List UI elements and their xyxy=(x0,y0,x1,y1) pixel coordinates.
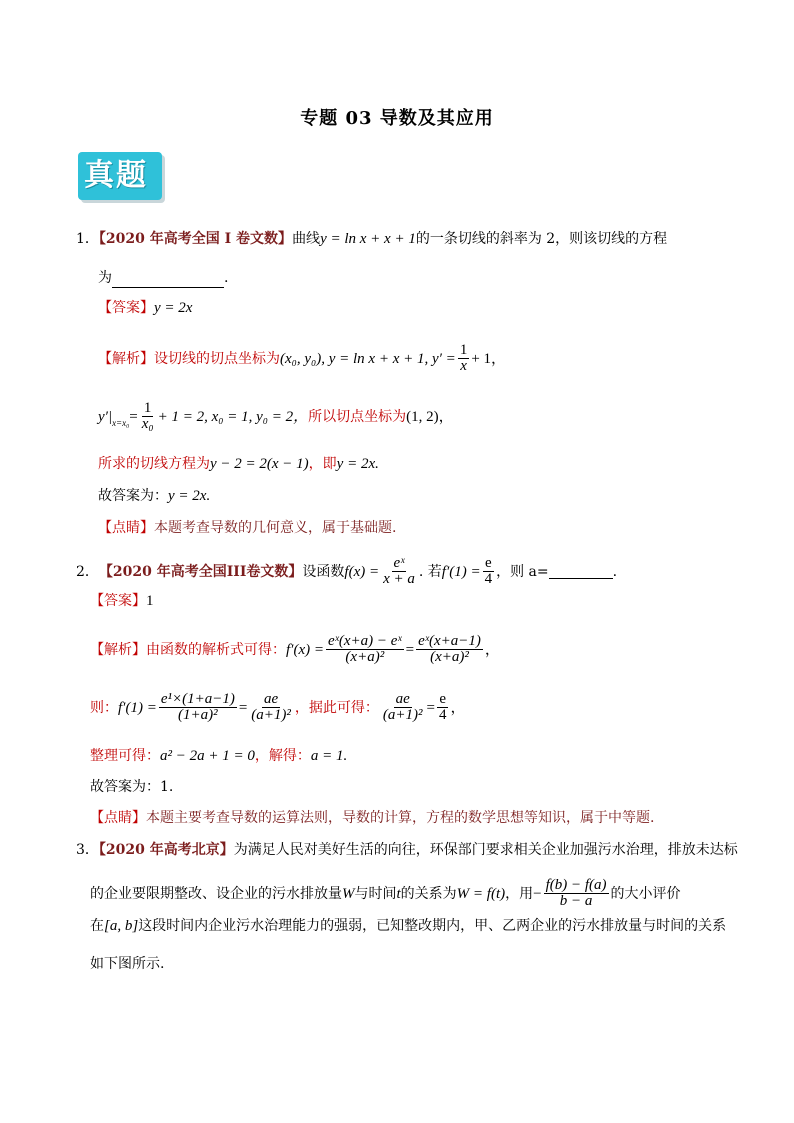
q3-source: 【2020 年高考北京】 xyxy=(98,842,234,858)
q2-so-answer: 故答案为：1. xyxy=(90,779,174,795)
q2-fraca2-num: eˣ(x+a−1) xyxy=(418,633,481,649)
q2-analysis-line-3 xyxy=(90,746,347,766)
q1-analysis-math-1-tail: + 1， xyxy=(471,350,507,367)
q2-fracb3-den: (a+1)² xyxy=(382,707,423,723)
q1-analysis-line-3 xyxy=(98,454,379,474)
q2-fraction-b4 xyxy=(437,692,449,723)
q1-frac1-num: 1 xyxy=(459,342,468,358)
q2-stem-text: 设函数 xyxy=(302,563,345,580)
q1-frac2-num: 1 xyxy=(143,400,152,416)
q3-w-eq: W = f(t) xyxy=(456,885,506,902)
q2-fraction-b3 xyxy=(381,692,425,723)
q2-comment-line xyxy=(90,808,654,828)
q3-line-2c: 的关系为 xyxy=(400,885,457,902)
q2-analysis-tag: 【解析】 xyxy=(90,641,146,658)
q2-fraction-a2 xyxy=(416,634,483,665)
q2-so-answer-line xyxy=(90,777,173,797)
q1-eq-sign: = xyxy=(129,408,138,425)
q2-fraca2-den: (x+a)² xyxy=(430,649,469,665)
q2-stem-text-3: ，则 a= xyxy=(496,563,549,580)
q2-analysis-line-1 xyxy=(90,634,500,665)
q1-so-answer-math: y = 2x. xyxy=(168,488,211,504)
q1-source: 【2020 年高考全国 I 卷文数】 xyxy=(98,231,293,247)
q2-fracf-den: x + a xyxy=(383,571,415,587)
q2-fprime: f′(1) = xyxy=(441,563,481,580)
q2-comment-tag: 【点睛】 xyxy=(90,810,146,826)
q2-fracb2-den: (a+1)² xyxy=(251,707,291,723)
q2-stem-line xyxy=(76,556,617,587)
q1-answer-tag: 【答案】 xyxy=(98,300,154,316)
q2-eq-sign-1: = xyxy=(405,641,415,658)
q1-analysis-text-3: 所求的切线方程为 xyxy=(98,456,210,472)
q2-fracf-num: eˣ xyxy=(393,555,405,571)
q2-fraction-b2 xyxy=(249,692,293,723)
q3-line-3b: 这段时间内企业污水治理能力的强弱，已知整改期内，甲、乙两企业的污水排放量与时间的关系 xyxy=(138,918,727,934)
q2-analysis-mid-3: ，解得： xyxy=(254,748,311,764)
q2-frace4-num: e xyxy=(485,555,492,571)
q3-line-2b: 与时间 xyxy=(354,885,397,902)
q1-derivative-sub: x=x₀ xyxy=(112,417,130,428)
q2-fracb4-den: 4 xyxy=(438,707,447,723)
q1-analysis-line-2 xyxy=(98,401,454,432)
q2-fraca1-num: eˣ(x+a) − eˣ xyxy=(327,633,402,649)
q1-analysis-math-2: + 1 = 2, x₀ = 1, y₀ = 2， xyxy=(157,408,309,425)
q2-answer-blank xyxy=(549,564,613,579)
q3-t: t xyxy=(396,885,401,902)
q2-fraction-b1 xyxy=(159,692,237,723)
q2-stem-text-2: . 若 xyxy=(418,563,442,580)
q3-neg: − xyxy=(533,885,542,902)
q1-so-answer-line xyxy=(98,486,210,506)
q2-eq-sign-3: = xyxy=(426,699,435,716)
q3-stem-line-4 xyxy=(90,954,164,974)
q1-tangent-eq: y − 2 = 2(x − 1) xyxy=(210,456,309,472)
q2-fprime-1: f′(1) = xyxy=(118,699,157,716)
q1-frac2-den: x₀ xyxy=(141,416,154,432)
q3-stem-line-3 xyxy=(90,916,726,936)
q3-line-1: 为满足人民对美好生活的向往，环保部门要求相关企业加强污水治理，排放未达标 xyxy=(233,842,738,858)
q1-analysis-text-2: 所以切点坐标为 xyxy=(308,408,407,425)
q1-comment: 本题考查导数的几何意义，属于基础题. xyxy=(154,520,397,536)
q1-so-answer: 故答案为： xyxy=(98,488,168,504)
q1-stem-line xyxy=(76,229,667,249)
page-title: 专题 03 导数及其应用 xyxy=(300,108,494,129)
q2-fracb2-num: ae xyxy=(264,691,279,707)
q1-analysis-line-1 xyxy=(98,343,506,374)
q2-comment: 本题主要考查导数的运算法则，导数的计算，方程的数学思想等知识，属于中等题. xyxy=(146,810,655,826)
q2-fracb4-num: e xyxy=(439,691,447,707)
zhenti-badge xyxy=(78,152,166,204)
q3-stem-line-1 xyxy=(76,840,738,860)
q3-frac-num: f(b) − f(a) xyxy=(545,877,607,893)
q2-analysis-tail-2: ， xyxy=(450,699,466,716)
q2-number: 2． xyxy=(76,563,99,580)
q1-stem-line-2 xyxy=(98,268,228,288)
q1-derivative-at: y′| xyxy=(98,408,113,425)
q1-answer-blank xyxy=(112,273,224,288)
q3-w: W xyxy=(342,885,355,902)
q2-fracb1-den: (1+a)² xyxy=(178,707,218,723)
q1-stem-text-3: 为 xyxy=(98,270,112,286)
q3-line-2a: 的企业要限期整改、设企业的污水排放量 xyxy=(90,885,342,902)
q2-quadratic: a² − 2a + 1 = 0 xyxy=(160,748,255,764)
q2-analysis-text-3: 整理可得： xyxy=(90,748,160,764)
q3-line-4: 如下图所示. xyxy=(90,956,165,972)
q3-stem-line-2 xyxy=(90,878,681,909)
q1-tangent-final: y = 2x. xyxy=(336,456,379,472)
q2-analysis-text-1: 由函数的解析式可得： xyxy=(146,641,286,658)
q2-fx: f(x) = xyxy=(344,563,380,580)
q2-answer-line xyxy=(90,591,154,611)
q1-analysis-tag: 【解析】 xyxy=(98,350,154,367)
q1-number: 1． xyxy=(76,231,99,247)
q1-comment-tag: 【点睛】 xyxy=(98,520,154,536)
q1-frac1-den: x xyxy=(460,358,467,374)
q1-answer-line xyxy=(98,298,192,318)
q1-stem-text: 曲线 xyxy=(292,231,321,247)
q2-fraction-a1 xyxy=(326,634,404,665)
q2-eq-sign-2: = xyxy=(238,699,248,716)
q2-solution: a = 1. xyxy=(310,748,348,764)
q3-fraction xyxy=(544,878,609,909)
q3-line-2e: 的大小评价 xyxy=(610,885,681,902)
q2-stem-end: . xyxy=(612,563,618,580)
q3-interval: [a, b] xyxy=(104,918,139,934)
q1-point: (1, 2)， xyxy=(406,408,454,425)
q2-analysis-lead-2: 则： xyxy=(90,699,118,716)
q1-fraction-2 xyxy=(140,401,156,432)
q2-answer-tag: 【答案】 xyxy=(90,593,146,609)
q1-stem-text-2: 的一条切线的斜率为 2，则该切线的方程 xyxy=(415,231,668,247)
q2-fprime-x: f′(x) = xyxy=(286,641,324,658)
q1-curve: y = ln x + x + 1 xyxy=(320,231,416,247)
q2-analysis-tail-1: ， xyxy=(484,641,500,658)
badge-label: 真题 xyxy=(84,158,148,193)
q1-fraction-1 xyxy=(458,343,470,374)
q2-fracb3-num: ae xyxy=(395,691,410,707)
q1-answer: y = 2x xyxy=(154,300,193,316)
q3-number: 3． xyxy=(76,842,99,858)
q1-comment-line xyxy=(98,518,396,538)
q2-fraction-f xyxy=(381,556,417,587)
q2-fracb1-num: e¹×(1+a−1) xyxy=(160,691,235,707)
q2-fraca1-den: (x+a)² xyxy=(345,649,385,665)
q1-analysis-math-1: (x₀, y₀), y = ln x + x + 1, y′ = xyxy=(280,350,456,367)
q2-answer: 1 xyxy=(146,593,154,609)
q2-analysis-mid-2: ，据此可得： xyxy=(294,699,379,716)
q2-analysis-line-2 xyxy=(90,692,466,723)
q1-analysis-text-1: 设切线的切点坐标为 xyxy=(154,350,280,367)
q1-analysis-mid: ，即 xyxy=(308,456,337,472)
q3-line-2d: ，用 xyxy=(505,885,534,902)
q2-fraction-e4 xyxy=(483,556,495,587)
q2-frace4-den: 4 xyxy=(484,571,493,587)
q3-frac-den: b − a xyxy=(559,893,593,909)
q3-line-3a: 在 xyxy=(90,918,104,934)
q1-period: . xyxy=(224,270,229,286)
q2-source: 【2020 年高考全国III卷文数】 xyxy=(98,563,303,580)
